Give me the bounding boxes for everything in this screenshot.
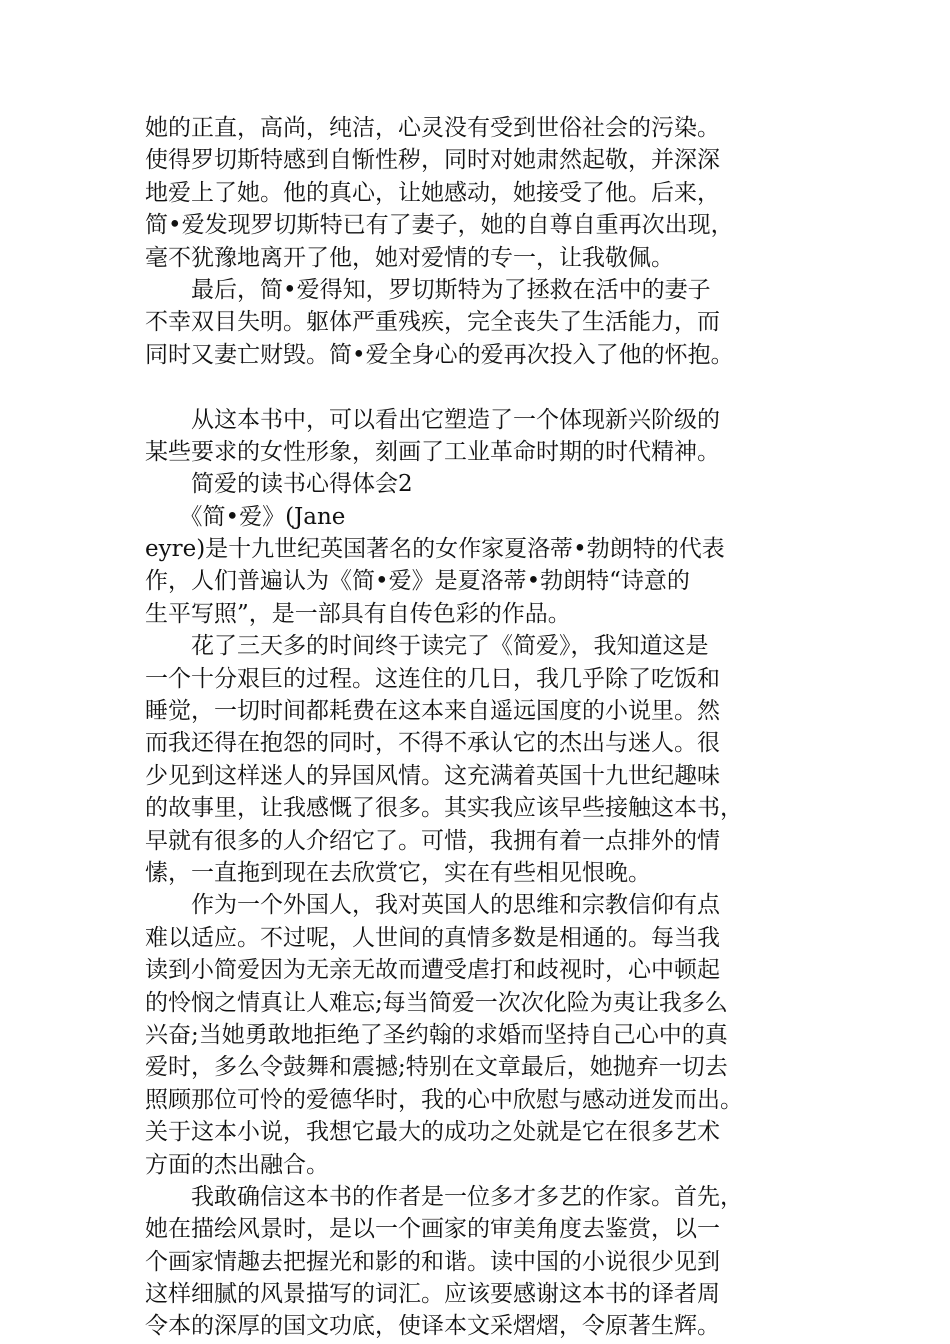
text-line: 毫不犹豫地离开了他，她对爱情的专一，让我敬佩。 xyxy=(145,244,674,271)
text-line: 花了三天多的时间终于读完了《简爱》，我知道这是 xyxy=(145,633,709,660)
text-line: 这样细腻的风景描写的词汇。应该要感谢这本书的译者周 xyxy=(145,1281,720,1308)
text-line: 照顾那位可怜的爱德华时，我的心中欣慰与感动迸发而出。 xyxy=(145,1086,743,1113)
text-line: 生平写照”，是一部具有自传色彩的作品。 xyxy=(145,600,571,627)
text-line: 最后，简•爱得知，罗切斯特为了拯救在活中的妻子 xyxy=(145,276,711,303)
text-line: 愫，一直拖到现在去欣赏它，实在有些相见恨晚。 xyxy=(145,859,651,886)
blank-line xyxy=(145,371,805,403)
text-line: 简•爱发现罗切斯特已有了妻子，她的自尊自重再次出现， xyxy=(145,212,734,239)
text-line: 而我还得在抱怨的同时，不得不承认它的杰出与迷人。很 xyxy=(145,730,720,757)
text-line: 我敢确信这本书的作者是一位多才多艺的作家。首先， xyxy=(145,1183,743,1210)
text-line: 的故事里，让我感慨了很多。其实我应该早些接触这本书， xyxy=(145,795,743,822)
text-line: 一个十分艰巨的过程。这连住的几日，我几乎除了吃饭和 xyxy=(145,665,720,692)
text-line: 个画家情趣去把握光和影的和谐。读中国的小说很少见到 xyxy=(145,1248,720,1275)
text-line: 难以适应。不过呢，人世间的真情多数是相通的。每当我 xyxy=(145,924,720,951)
text-line: 爱时，多么令鼓舞和震撼;特别在文章最后，她抛弃一切去 xyxy=(145,1054,728,1081)
text-line: 少见到这样迷人的异国风情。这充满着英国十九世纪趣味 xyxy=(145,762,720,789)
text-line: 从这本书中，可以看出它塑造了一个体现新兴阶级的 xyxy=(145,406,720,433)
text-line: 早就有很多的人介绍它了。可惜，我拥有着一点排外的情 xyxy=(145,827,720,854)
text-line: 使得罗切斯特感到自惭性秽，同时对她肃然起敬，并深深 xyxy=(145,147,720,174)
text-line: 她的正直，高尚，纯洁，心灵没有受到世俗社会的污染。 xyxy=(145,115,720,141)
document-body xyxy=(145,112,805,1343)
text-line: 令本的深厚的国文功底，使译本文采熠熠，令原著生辉。 xyxy=(145,1313,720,1340)
text-line: 《简•爱》(Jane xyxy=(145,503,346,530)
text-line: 她在描绘风景时，是以一个画家的审美角度去鉴赏，以一 xyxy=(145,1216,720,1243)
text-line: 某些要求的女性形象，刻画了工业革命时期的时代精神。 xyxy=(145,438,720,465)
text-line: 的怜悯之情真让人难忘;每当简爱一次次化险为夷让我多么 xyxy=(145,989,728,1016)
text-line: 同时又妻亡财毁。简•爱全身心的爱再次投入了他的怀抱。 xyxy=(145,341,734,368)
text-line: 地爱上了她。他的真心，让她感动，她接受了他。后来， xyxy=(145,179,720,206)
text-line: 方面的杰出融合。 xyxy=(145,1151,329,1178)
text-line: 作为一个外国人，我对英国人的思维和宗教信仰有点 xyxy=(145,892,720,919)
text-line: eyre)是十九世纪英国著名的女作家夏洛蒂•勃朗特的代表 xyxy=(145,536,725,563)
text-line: 读到小简爱因为无亲无故而遭受虐打和歧视时，心中顿起 xyxy=(145,957,720,984)
text-line: 睡觉，一切时间都耗费在这本来自遥远国度的小说里。然 xyxy=(145,698,720,725)
text-line: 不幸双目失明。躯体严重残疾，完全丧失了生活能力，而 xyxy=(145,309,720,336)
text-line: 兴奋;当她勇敢地拒绝了圣约翰的求婚而坚持自己心中的真 xyxy=(145,1021,728,1048)
section-heading: 简爱的读书心得体会2 xyxy=(145,471,413,498)
text-line: 作，人们普遍认为《简•爱》是夏洛蒂•勃朗特“诗意的 xyxy=(145,568,690,595)
text-line: 关于这本小说，我想它最大的成功之处就是它在很多艺术 xyxy=(145,1119,720,1146)
